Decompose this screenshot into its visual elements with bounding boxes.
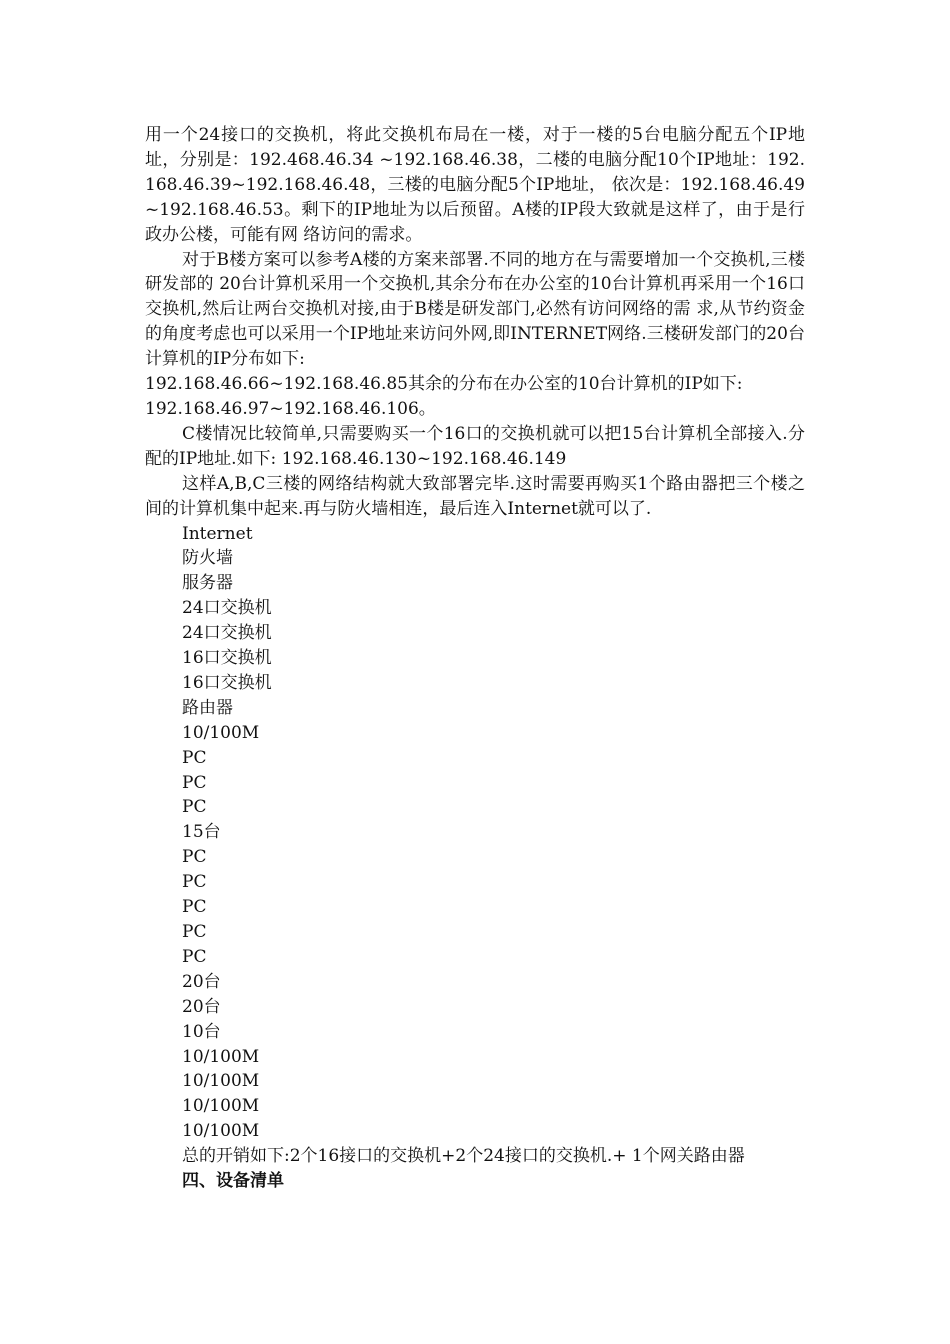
diagram-label: 路由器 xyxy=(182,697,233,718)
diagram-label: PC xyxy=(182,897,207,918)
diagram-label: 10/100M xyxy=(182,722,260,743)
network-diagram-labels xyxy=(145,522,805,1145)
diagram-label: 10/100M xyxy=(182,1121,260,1142)
diagram-label: 防火墙 xyxy=(182,548,233,569)
diagram-label: 服务器 xyxy=(182,573,233,594)
diagram-label: PC xyxy=(182,747,207,768)
diagram-label: 10台 xyxy=(182,1021,221,1042)
diagram-label: 16口交换机 xyxy=(182,648,272,669)
diagram-label: 20台 xyxy=(182,971,221,992)
diagram-label: PC xyxy=(182,797,207,818)
diagram-label: 10/100M xyxy=(182,1046,260,1067)
diagram-label: PC xyxy=(182,872,207,893)
diagram-label: 16口交换机 xyxy=(182,672,272,693)
paragraph-building-b-plan: 对于B楼方案可以参考A楼的方案来部署.不同的地方在与需要增加一个交换机,三楼研发部的 20台计算机采用一个交换机,其余分布在办公室的10台计算机再采用一个16口交换机,然后让两台交换机对接,由于B楼是研发部门,必然有访问网络的需 求,从节约资金的角度考虑也可以采用一个IP地址来访问外网,即INTERNET网络.三楼研发部门的20台计算机的IP分布如下: xyxy=(145,249,805,370)
paragraph-building-b-ip-range-1: 192.168.46.66~192.168.46.85其余的分布在办公室的10台计算机的IP如下: xyxy=(145,374,743,395)
paragraph-building-a-ip: 用一个24接口的交换机，将此交换机布局在一楼，对于一楼的5台电脑分配五个IP地址，分别是：192.468.46.34 ~192.168.46.38，二楼的电脑分配10个IP地址：192.168.46.39~192.168.46.48，三楼的电脑分配5个IP地址， 依次是：192.168.46.49~192.168.46.53。剩下的IP地址为以后预留。A楼的IP段大致就是这样了，由于是行政办公楼，可能有网 络访问的需求。 xyxy=(145,125,805,245)
paragraph-building-c-plan: C楼情况比较简单,只需要购买一个16口的交换机就可以把15台计算机全部接入.分配的IP地址.如下: 192.168.46.130~192.168.46.149 xyxy=(145,423,805,469)
diagram-label: PC xyxy=(182,847,207,868)
document-page xyxy=(145,123,805,1194)
diagram-label: 20台 xyxy=(182,996,221,1017)
paragraph-building-b-ip-range-2: 192.168.46.97~192.168.46.106。 xyxy=(145,398,436,419)
diagram-label: Internet xyxy=(182,523,253,544)
diagram-label: PC xyxy=(182,772,207,793)
diagram-label: PC xyxy=(182,946,207,967)
section-heading-equipment-list: 四、设备清单 xyxy=(182,1171,284,1192)
diagram-label: 10/100M xyxy=(182,1071,260,1092)
diagram-label: 24口交换机 xyxy=(182,598,272,619)
diagram-label: 24口交换机 xyxy=(182,623,272,644)
paragraph-cost-summary: 总的开销如下:2个16接口的交换机+2个24接口的交换机.+ 1个网关路由器 xyxy=(182,1146,745,1167)
diagram-label: PC xyxy=(182,922,207,942)
paragraph-router-plan: 这样A,B,C三楼的网络结构就大致部署完毕.这时需要再购买1个路由器把三个楼之间的计算机集中起来.再与防火墙相连，最后连入Internet就可以了. xyxy=(145,473,805,519)
diagram-label: 15台 xyxy=(182,822,221,843)
diagram-label: 10/100M xyxy=(182,1096,260,1117)
